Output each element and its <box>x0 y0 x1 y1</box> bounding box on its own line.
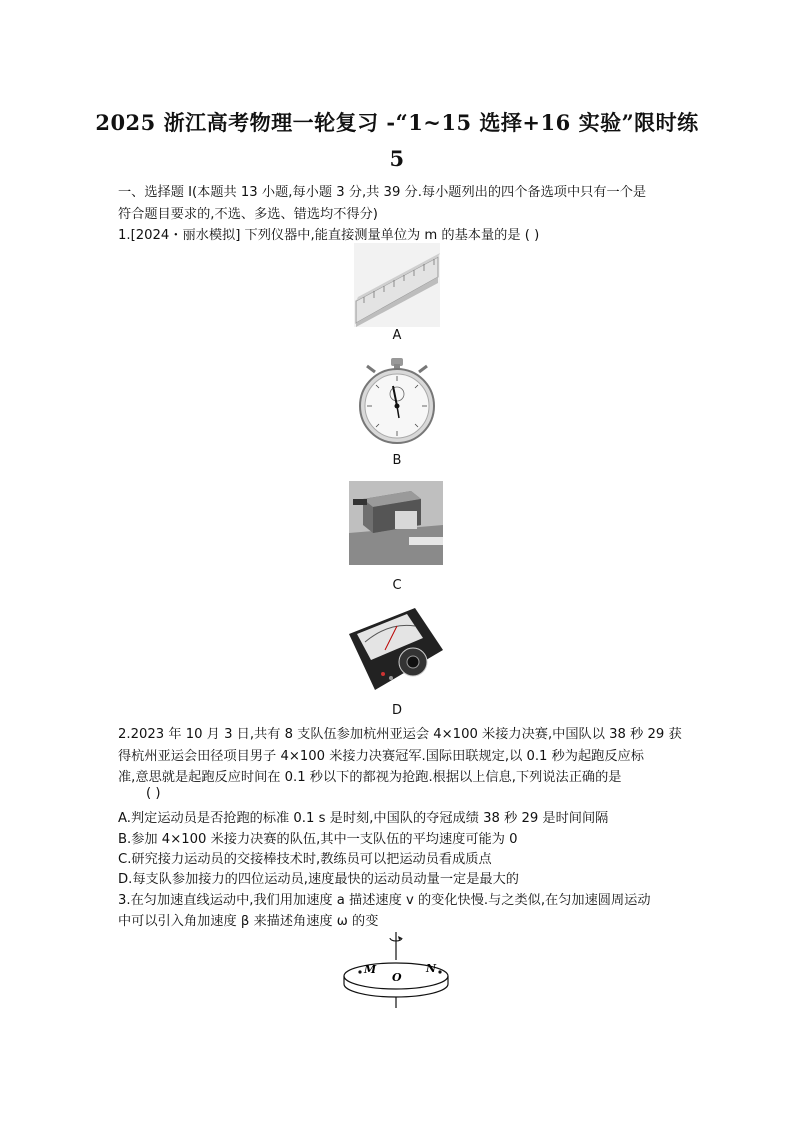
rotating-disk-diagram <box>340 930 452 1010</box>
q2-option-d: D.每支队参加接力的四位运动员,速度最快的运动员动量一定是最大的 <box>118 872 519 887</box>
q1-option-a-label: A <box>392 328 402 343</box>
q1-option-c-label: C <box>392 578 402 593</box>
q2-option-b: B.参加 4×100 米接力决赛的队伍,其中一支队伍的平均速度可能为 0 <box>118 832 518 847</box>
q1-option-d-label: D <box>391 703 402 718</box>
section-instructions-line1: 一、选择题 Ⅰ(本题共 13 小题,每小题 3 分,共 39 分.每小题列出的四个备选项中只有一个是 <box>118 185 647 200</box>
point-m-label: M <box>364 963 377 976</box>
multimeter-image <box>345 604 445 694</box>
q2-stem-line1: 2.2023 年 10 月 3 日,共有 8 支队伍参加杭州亚运会 4×100 米接力决赛,中国队以 38 秒 29 获 <box>118 727 682 742</box>
q1-option-b-label: B <box>392 453 402 468</box>
q2-answer-blank: ( ) <box>146 786 161 801</box>
stopwatch-image <box>357 356 437 446</box>
spark-timer-image <box>349 481 443 565</box>
q3-stem-line1: 3.在匀加速直线运动中,我们用加速度 a 描述速度 v 的变化快慢.与之类似,在匀加速圆周运动 <box>118 893 651 908</box>
q2-option-a: A.判定运动员是否抢跑的标准 0.1 s 是时刻,中国队的夺冠成绩 38 秒 29 是时间间隔 <box>118 811 609 826</box>
page-title: 2025 浙江高考物理一轮复习 -“1~15 选择+16 实验”限时练 <box>95 110 699 135</box>
q2-stem-line3: 准,意思就是起跑反应时间在 0.1 秒以下的都视为抢跑.根据以上信息,下列说法正确的是 <box>118 770 622 785</box>
ruler-image <box>354 243 440 327</box>
q3-stem-line2: 中可以引入角加速度 β 来描述角速度 ω 的变 <box>118 914 379 929</box>
q2-stem-line2: 得杭州亚运会田径项目男子 4×100 米接力决赛冠军.国际田联规定,以 0.1 秒为起跑反应标 <box>118 749 644 764</box>
section-instructions-line2: 符合题目要求的,不选、多选、错选均不得分) <box>118 207 378 222</box>
q2-option-c: C.研究接力运动员的交接棒技术时,教练员可以把运动员看成质点 <box>118 852 492 867</box>
page-title-number: 5 <box>389 146 405 171</box>
point-n-label: N <box>426 962 437 975</box>
q1-stem: 1.[2024・丽水模拟] 下列仪器中,能直接测量单位为 m 的基本量的是 ( ) <box>118 228 540 243</box>
center-o-label: O <box>392 971 402 984</box>
